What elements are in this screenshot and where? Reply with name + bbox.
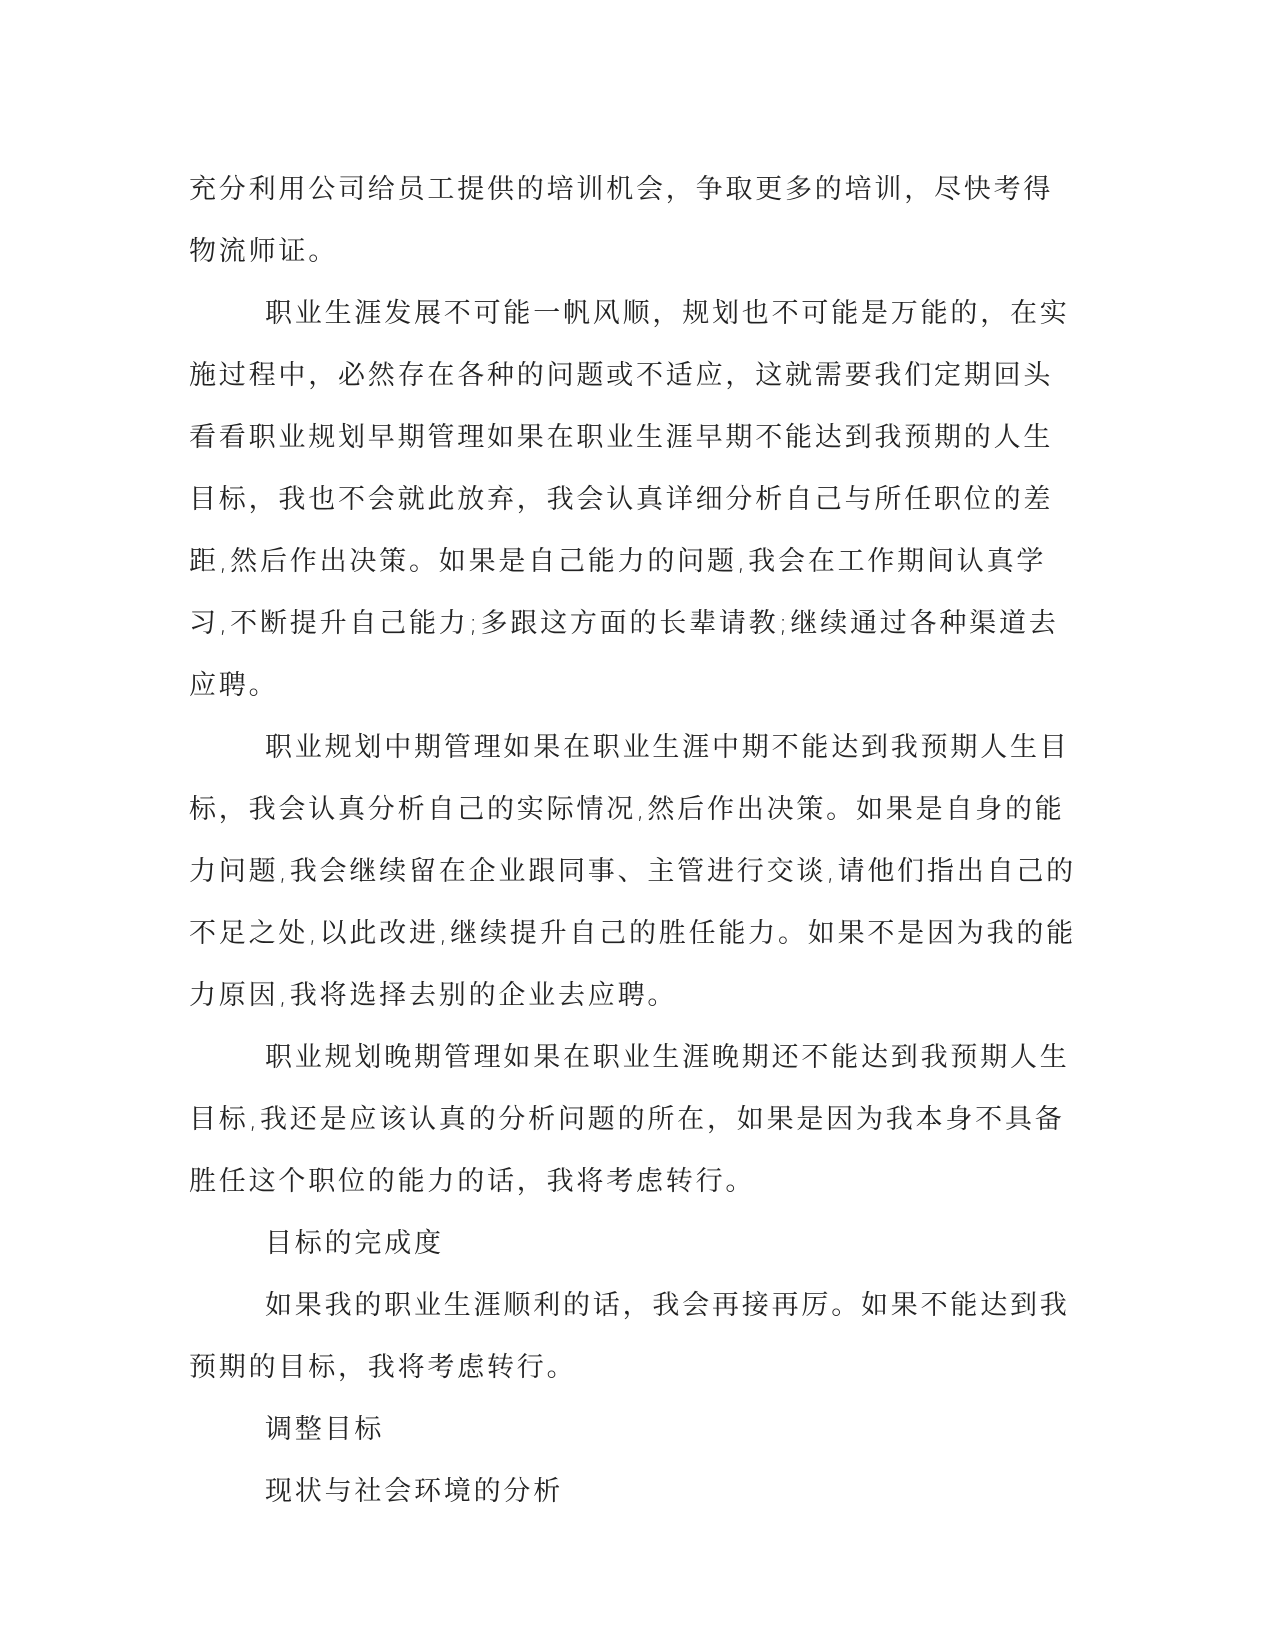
heading-status-analysis: 现状与社会环境的分析 [265,1476,563,1507]
document-body [189,159,1079,1523]
heading-goal-completion: 目标的完成度 [265,1228,444,1259]
paragraph-training: 充分利用公司给员工提供的培训机会，争取更多的培训，尽快考得物流师证。 [189,174,1054,267]
heading-adjust-goals: 调整目标 [265,1414,385,1445]
paragraph-late-management: 职业规划晚期管理如果在职业生涯晚期还不能达到我预期人生目标,我还是应该认真的分析问题的所在，如果是因为我本身不具备胜任这个职位的能力的话，我将考虑转行。 [189,1042,1070,1197]
paragraph-early-management: 职业生涯发展不可能一帆风顺，规划也不可能是万能的，在实施过程中，必然存在各种的问题或不适应，这就需要我们定期回头看看职业规划早期管理如果在职业生涯早期不能达到我预期的人生目标，我也不会就此放弃，我会认真详细分析自己与所任职位的差距,然后作出决策。如果是自己能力的问题,我会在工作期间认真学习,不断提升自己能力;多跟这方面的长辈请教;继续通过各种渠道去应聘。 [189,298,1070,701]
paragraph-goal-completion: 如果我的职业生涯顺利的话，我会再接再厉。如果不能达到我预期的目标，我将考虑转行。 [189,1290,1070,1383]
paragraph-mid-management: 职业规划中期管理如果在职业生涯中期不能达到我预期人生目标，我会认真分析自己的实际情况,然后作出决策。如果是自身的能力问题,我会继续留在企业跟同事、主管进行交谈,请他们指出自己的不足之处,以此改进,继续提升自己的胜任能力。如果不是因为我的能力原因,我将选择去别的企业去应聘。 [189,732,1076,1011]
